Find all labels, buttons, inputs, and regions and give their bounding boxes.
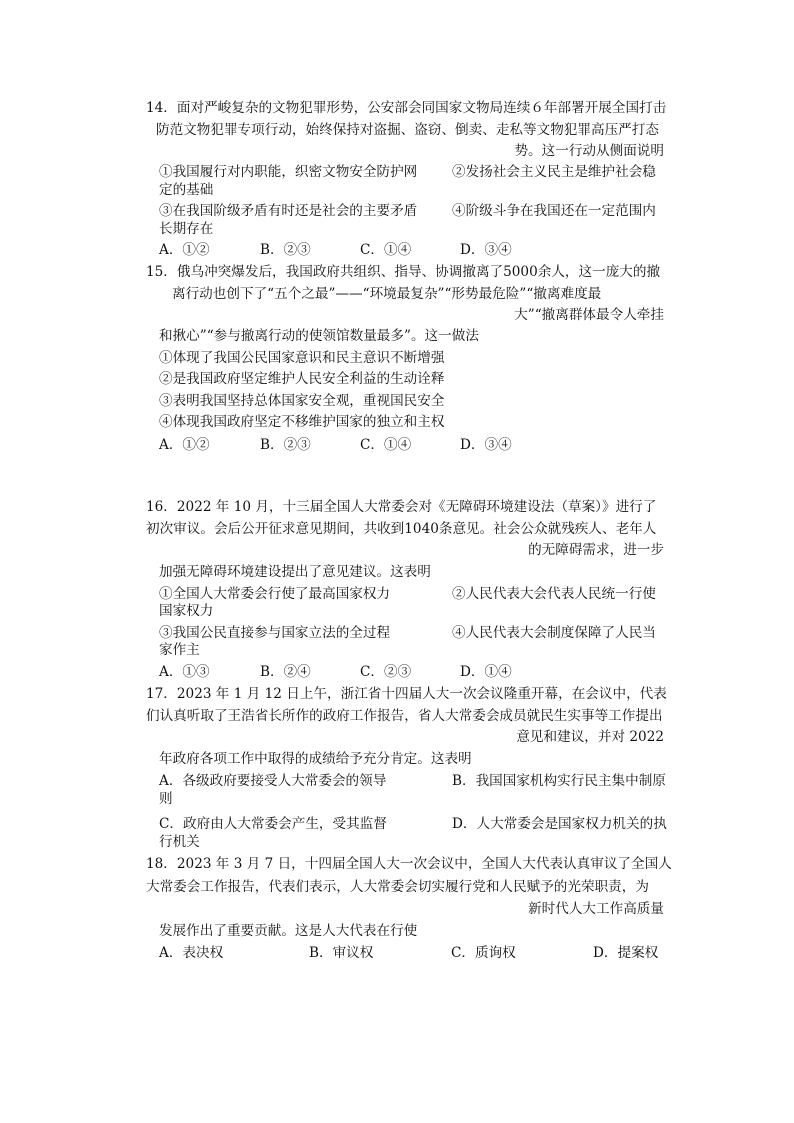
q14-option-d: D．③④ [460,242,512,258]
q16-stem-line-1: 16．2022 年 10 月，十三届全国人大常委会对《无障碍环境建设法（草案）》进行了 [146,499,657,515]
q14-stem-line-2: 防范文物犯罪专项行动，始终保持对盗掘、盗窃、倒卖、走私等文物犯罪高压严打态 [156,122,659,138]
q14-statement-3: ③在我国阶级矛盾有时还是社会的主要矛盾 [159,203,418,219]
q14-statement-1-wrap: 定的基础 [159,182,214,198]
q16-statement-3: ③我国公民直接参与国家立法的全过程 [159,625,391,641]
q14-stem-line-3: 势。这一行动从侧面说明 [514,143,664,159]
q17-stem-line-2: 们认真听取了王浩省长所作的政府工作报告，省人大常委会成员就民生实事等工作提出 [146,708,663,724]
q16-stem-line-3: 的无障碍需求，进一步 [528,542,664,558]
q16-option-a: A．①③ [159,664,210,680]
q16-statement-1: ①全国人大常委会行使了最高国家权力 [159,586,391,602]
q16-option-c: C．②③ [360,664,412,680]
q14-statement-4: ④阶级斗争在我国还在一定范围内 [452,203,656,219]
q18-stem-line-2: 大常委会工作报告，代表们表示，人大常委会切实履行党和人民赋予的光荣职责，为 [146,879,649,895]
q15-statement-4: ④体现我国政府坚定不移维护国家的独立和主权 [159,414,445,430]
q14-statement-2: ②发扬社会主义民主是维护社会稳 [452,164,656,180]
q14-option-a: A．①② [159,242,210,258]
q14-option-b: B．②③ [260,242,311,258]
q18-option-b: B．审议权 [309,945,374,961]
q18-option-a: A．表决权 [159,945,224,961]
q15-option-a: A．①② [159,437,210,453]
q18-stem-line-3: 新时代人大工作高质量 [528,901,664,917]
q15-option-c: C．①④ [360,437,412,453]
q14-option-c: C．①④ [360,242,412,258]
q17-stem-line-3: 意见和建议，并对 2022 [516,729,664,745]
q15-stem-line-2: 离行动也创下了“五个之最”——“环境最复杂”“形势最危险”“撤离难度最 [172,286,602,302]
q15-stem-line-4: 和揪心”“参与撤离行动的使领馆数量最多”。这一做法 [159,328,479,344]
q17-stem-line-1: 17．2023 年 1 月 12 日上午，浙江省十四届人大一次会议隆重开幕，在会议中，代表 [146,686,667,702]
q17-stem-line-4: 年政府各项工作中取得的成绩给予充分肯定。这表明 [159,751,472,767]
q14-stem-line-1: 14．面对严峻复杂的文物犯罪形势，公安部会同国家文物局连续６年部署开展全国打击 [146,100,667,116]
q17-option-d-wrap: 行机关 [159,834,200,850]
q16-statement-2-wrap: 国家权力 [159,603,214,619]
q18-option-c: C．质询权 [451,945,516,961]
q15-option-d: D．③④ [460,437,512,453]
q14-statement-1: ①我国履行对内职能，织密文物安全防护网 [159,164,418,180]
q15-statement-2: ②是我国政府坚定维护人民安全利益的生动诠释 [159,371,445,387]
q15-option-b: B．②③ [260,437,311,453]
q16-statement-2: ②人民代表大会代表人民统一行使 [452,586,656,602]
q14-statement-3-wrap: 长期存在 [159,221,214,237]
q17-option-b: B．我国国家机构实行民主集中制原 [452,773,666,789]
q16-statement-4-wrap: 家作主 [159,642,200,658]
q15-stem-line-1: 15．俄乌冲突爆发后，我国政府共组织、指导、协调撤离了5000余人，这一庞大的撤 [146,264,661,280]
q16-stem-line-2: 初次审议。会后公开征求意见期间，共收到1040条意见。社会公众就残疾人、老年人 [146,521,657,537]
q16-statement-4: ④人民代表大会制度保障了人民当 [452,625,656,641]
q16-option-b: B．②④ [260,664,311,680]
q17-option-a: A．各级政府要接受人大常委会的领导 [159,773,387,789]
q18-option-d: D．提案权 [593,945,659,961]
q15-statement-1: ①体现了我国公民国家意识和民主意识不断增强 [159,350,445,366]
q18-stem-line-1: 18．2023 年 3 月 7 日，十四届全国人大一次会议中，全国人大代表认真审议了全国人 [146,856,672,872]
q16-option-d: D．①④ [460,664,512,680]
q18-stem-line-4: 发展作出了重要贡献。这是人大代表在行使 [159,923,418,939]
q17-option-d: D．人大常委会是国家权力机关的执 [452,816,667,832]
q15-stem-line-3: 大”“撤离群体最令人牵挂 [514,307,664,323]
q16-stem-line-4: 加强无障碍环境建设提出了意见建议。这表明 [159,564,431,580]
q17-option-c: C．政府由人大常委会产生，受其监督 [159,816,387,832]
q15-statement-3: ③表明我国坚持总体国家安全观，重视国民安全 [159,393,445,409]
q17-option-b-wrap: 则 [159,791,173,807]
